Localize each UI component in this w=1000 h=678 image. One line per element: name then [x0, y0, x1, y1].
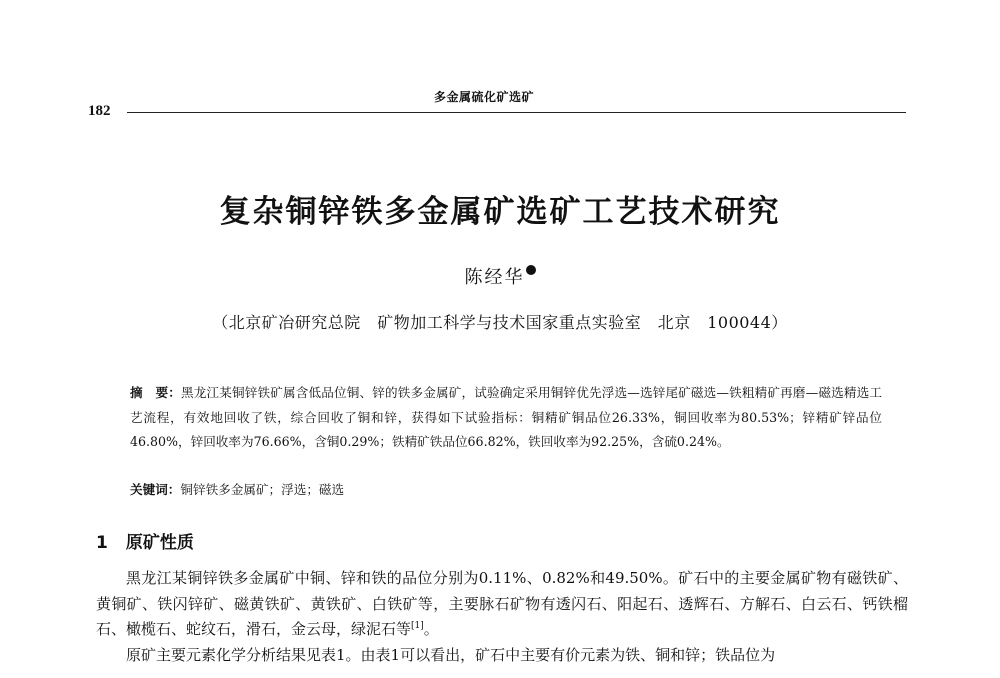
affiliation: （北京矿冶研究总院 矿物加工科学与技术国家重点实验室 北京 100044）: [212, 313, 788, 332]
keywords: [130, 480, 882, 500]
citation-ref[interactable]: [1]: [411, 621, 424, 631]
abstract-label: 摘 要：: [130, 385, 181, 400]
paragraph-end: 。: [423, 620, 439, 638]
running-head: 多金属硫化矿选矿: [434, 90, 535, 104]
paragraph-text: 黑龙江某铜锌铁多金属矿中铜、锌和铁的品位分别为0.11%、0.82%和49.50%。矿石中的主要金属矿物有磁铁矿、黄铜矿、铁闪锌矿、磁黄铁矿、黄铁矿、白铁矿等，主要脉石矿物有透闪石、阳起石、透辉石、方解石、白云石、钙铁榴石、橄榄石、蛇纹石，滑石，金云母，绿泥石等: [96, 569, 908, 638]
keywords-text: 铜锌铁多金属矿；浮选；磁选: [180, 482, 345, 497]
keywords-label: 关键词：: [130, 482, 181, 497]
body-paragraph: 原矿主要元素化学分析结果见表1。由表1可以看出，矿石中主要有价元素为铁、铜和锌；铁品位为: [126, 645, 776, 664]
abstract-text: 黑龙江某铜锌铁矿属含低品位铜、锌的铁多金属矿，试验确定采用铜锌优先浮选—选锌尾矿磁选—铁粗精矿再磨—磁选精选工艺流程，有效地回收了铁，综合回收了铜和锌，获得如下试验指标：铜精矿铜品位26.33%，铜回收率为80.53%；锌精矿锌品位46.80%，锌回收率为76.66%，含铜0.29%；铁精矿铁品位66.82%，铁回收率为92.25%，含硫0.24%。: [130, 385, 883, 449]
page-number: 182: [88, 103, 111, 119]
abstract: [130, 381, 882, 455]
author-line: [0, 263, 1000, 289]
header-rule: [127, 112, 906, 113]
author-footnote-mark: [526, 265, 536, 275]
section-number: 1: [96, 533, 108, 553]
section-body: [96, 566, 908, 668]
author-name: 陈经华: [464, 267, 525, 288]
section-heading: [96, 528, 194, 553]
section-title: 原矿性质: [125, 533, 194, 553]
article-title: 复杂铜锌铁多金属矿选矿工艺技术研究: [219, 194, 781, 230]
body-paragraph: [96, 566, 908, 643]
